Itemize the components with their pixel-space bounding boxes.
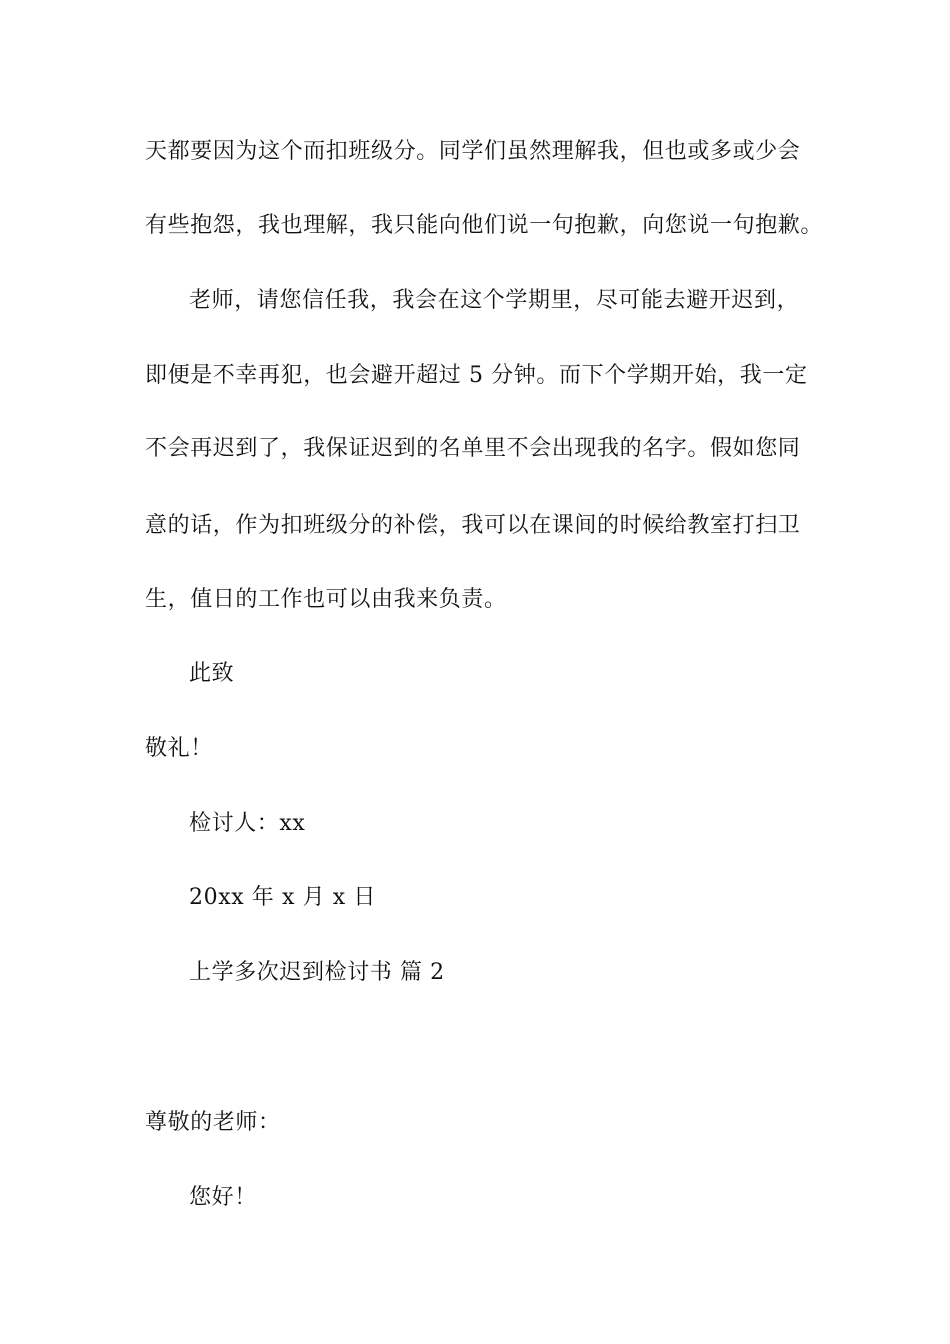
signature-line: 检讨人：xx bbox=[189, 811, 306, 836]
body-line-4: 即便是不幸再犯，也会避开超过 5 分钟。而下个学期开始，我一定 bbox=[145, 363, 808, 388]
body-line-7: 生，值日的工作也可以由我来负责。 bbox=[145, 587, 507, 612]
body-line-5: 不会再迟到了，我保证迟到的名单里不会出现我的名字。假如您同 bbox=[145, 436, 801, 461]
date-line: 20xx 年 x 月 x 日 bbox=[189, 885, 376, 910]
body-line-1: 天都要因为这个而扣班级分。同学们虽然理解我，但也或多或少会 bbox=[145, 139, 801, 164]
body-line-2: 有些抱怨，我也理解，我只能向他们说一句抱歉，向您说一句抱歉。 bbox=[145, 213, 824, 238]
closing-phrase: 此致 bbox=[189, 661, 235, 686]
section-heading: 上学多次迟到检讨书 篇 2 bbox=[189, 960, 445, 985]
body-line-6: 意的话，作为扣班级分的补偿，我可以在课间的时候给教室打扫卫 bbox=[145, 513, 801, 538]
greeting-addressee: 尊敬的老师： bbox=[145, 1110, 281, 1135]
body-line-3: 老师，请您信任我，我会在这个学期里，尽可能去避开迟到， bbox=[189, 288, 800, 313]
salutation-closing: 敬礼！ bbox=[145, 736, 213, 761]
greeting-line: 您好！ bbox=[189, 1185, 257, 1210]
